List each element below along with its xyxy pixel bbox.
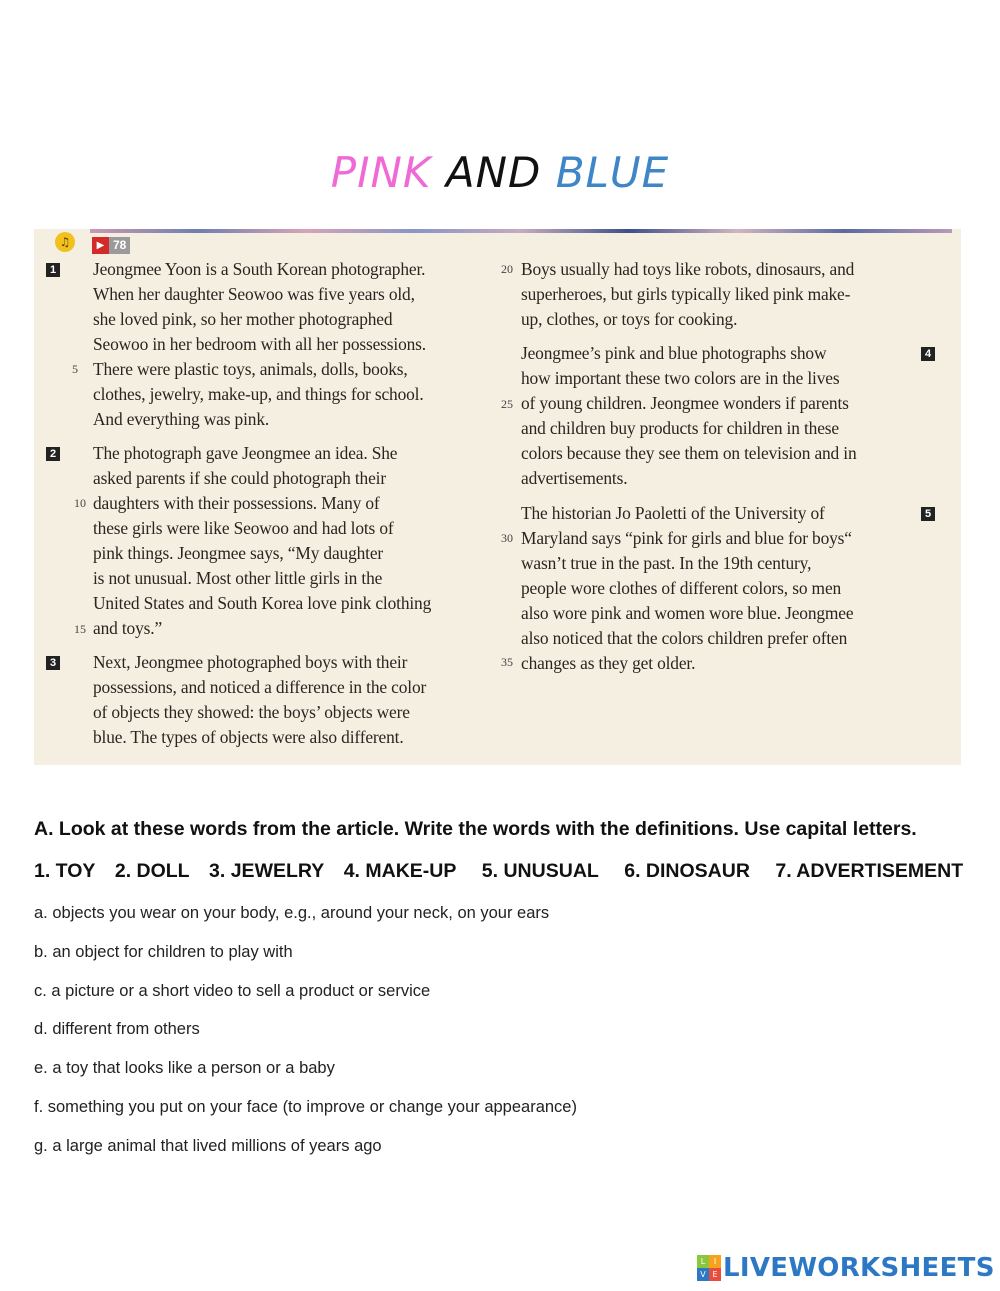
article-line: Boys usually had toys like robots, dinosaurs, and: [521, 259, 855, 279]
word-list: [34, 860, 977, 883]
article-line: pink things. Jeongmee says, “My daughter: [93, 543, 384, 563]
word-item: 7. ADVERTISEMENT: [775, 860, 964, 882]
article-line: these girls were like Seowoo and had lots of: [93, 518, 394, 538]
paragraph-number-badge: 3: [46, 656, 60, 670]
article-line: superheroes, but girls typically liked pink make-: [521, 284, 851, 304]
paragraph-number-badge: 1: [46, 263, 60, 277]
article-line: changes as they get older.: [521, 653, 696, 673]
music-note-icon[interactable]: ♫: [55, 232, 75, 252]
line-number-25: 25: [501, 397, 513, 411]
brand-name: LIVEWORKSHEETS: [723, 1253, 995, 1283]
article-line: blue. The types of objects were also different.: [93, 727, 404, 747]
logo-letter: I: [709, 1255, 721, 1268]
article-line: and toys.”: [93, 618, 163, 638]
article-line: When her daughter Seowoo was five years old,: [93, 284, 415, 304]
word-item: 2. DOLL: [114, 860, 190, 882]
definition-d: d. different from others: [34, 1020, 200, 1038]
article-paragraph: [93, 441, 431, 641]
logo-letter: E: [709, 1268, 721, 1281]
worksheet-title: [0, 148, 1000, 197]
definition-c: c. a picture or a short video to sell a product or service: [34, 982, 431, 1000]
article-line: up, clothes, or toys for cooking.: [521, 309, 738, 329]
logo-letter: V: [697, 1268, 709, 1281]
word-item: 3. JEWELRY: [209, 860, 325, 882]
line-number-35: 35: [501, 655, 513, 669]
article-line: possessions, and noticed a difference in the color: [93, 677, 427, 697]
article-paragraph: [521, 341, 857, 491]
line-number-20: 20: [501, 262, 513, 276]
article-line: The historian Jo Paoletti of the University of: [521, 503, 825, 523]
title-blue: BLUE: [555, 148, 670, 197]
article-line: is not unusual. Most other little girls in the: [93, 568, 383, 588]
definition-e: e. a toy that looks like a person or a baby: [34, 1059, 335, 1077]
audio-track-badge[interactable]: [92, 237, 130, 254]
definition-a: a. objects you wear on your body, e.g., around your neck, on your ears: [34, 904, 550, 922]
line-number-15: 15: [74, 622, 86, 636]
paragraph-number-badge: 4: [921, 347, 935, 361]
article-line: The photograph gave Jeongmee an idea. She: [93, 443, 398, 463]
word-item: 6. DINOSAUR: [624, 860, 750, 882]
track-number: 78: [109, 237, 130, 254]
exercise-instruction: A. Look at these words from the article. Write the words with the definitions. Use capital letters.: [34, 818, 917, 840]
liveworksheets-logo[interactable]: [697, 1253, 995, 1283]
paragraph-number-badge: 5: [921, 507, 935, 521]
title-and: AND: [445, 148, 542, 197]
article-paragraph: [93, 650, 426, 750]
logo-letter: L: [697, 1255, 709, 1268]
article-line: of young children. Jeongmee wonders if parents: [521, 393, 849, 413]
article-paragraph: [521, 257, 854, 332]
article-line: clothes, jewelry, make-up, and things for school.: [93, 384, 424, 404]
article-line: United States and South Korea love pink clothing: [93, 593, 432, 613]
article-line: advertisements.: [521, 468, 628, 488]
photo-strip: [90, 229, 952, 233]
definition-g: g. a large animal that lived millions of years ago: [34, 1137, 382, 1155]
article-line: wasn’t true in the past. In the 19th century,: [521, 553, 812, 573]
article-line: and children buy products for children in these: [521, 418, 839, 438]
liveworksheets-icon: [697, 1255, 721, 1281]
article-line: And everything was pink.: [93, 409, 270, 429]
article-line: Maryland says “pink for girls and blue for boys“: [521, 528, 852, 548]
article-line: Jeongmee’s pink and blue photographs show: [521, 343, 827, 363]
article-paragraph: [93, 257, 426, 432]
article-line: also wore pink and women wore blue. Jeongmee: [521, 603, 854, 623]
article-line: how important these two colors are in the lives: [521, 368, 840, 388]
article-line: also noticed that the colors children prefer often: [521, 628, 848, 648]
article-line: There were plastic toys, animals, dolls, books,: [93, 359, 408, 379]
article-line: of objects they showed: the boys’ objects were: [93, 702, 410, 722]
article-line: she loved pink, so her mother photographed: [93, 309, 393, 329]
article-line: asked parents if she could photograph their: [93, 468, 386, 488]
article-line: Seowoo in her bedroom with all her possessions.: [93, 334, 426, 354]
article-line: colors because they see them on television and in: [521, 443, 857, 463]
word-item: 4. MAKE-UP: [343, 860, 457, 882]
article-line: Next, Jeongmee photographed boys with their: [93, 652, 408, 672]
article-panel: [34, 229, 961, 765]
title-pink: PINK: [330, 148, 432, 197]
definition-f: f. something you put on your face (to improve or change your appearance): [34, 1098, 577, 1116]
article-line: daughters with their possessions. Many of: [93, 493, 380, 513]
line-number-5: 5: [72, 362, 78, 376]
line-number-30: 30: [501, 531, 513, 545]
article-paragraph: [521, 501, 853, 676]
word-item: 5. UNUSUAL: [481, 860, 599, 882]
paragraph-number-badge: 2: [46, 447, 60, 461]
article-line: people wore clothes of different colors, so men: [521, 578, 842, 598]
word-item: 1. TOY: [34, 860, 96, 882]
definition-b: b. an object for children to play with: [34, 943, 293, 961]
article-line: Jeongmee Yoon is a South Korean photographer.: [93, 259, 426, 279]
play-icon: ▶: [92, 237, 109, 254]
line-number-10: 10: [74, 496, 86, 510]
